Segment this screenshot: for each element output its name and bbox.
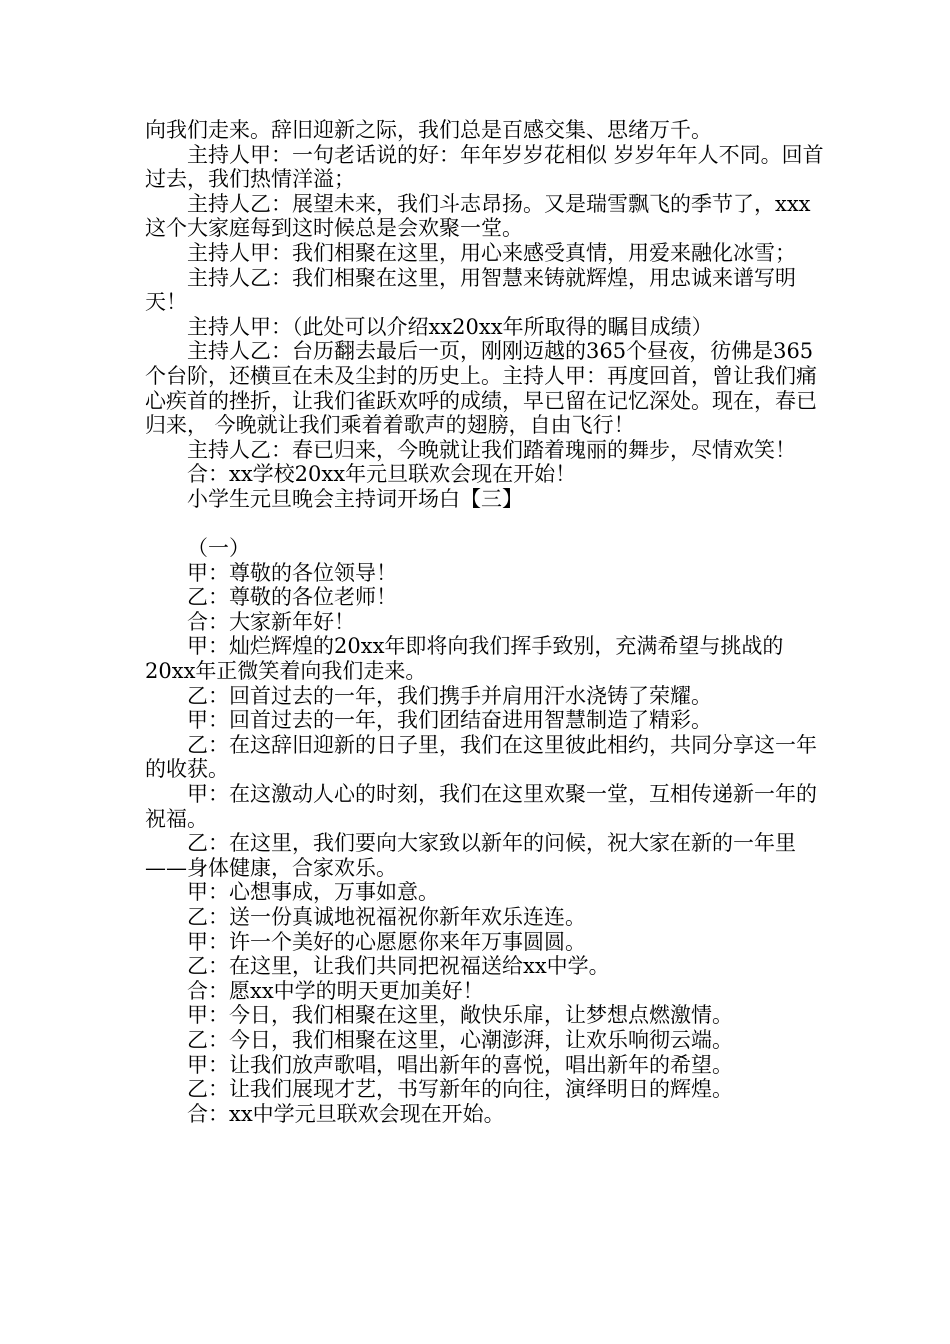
paragraph: 甲：许一个美好的心愿愿你来年万事圆圆。 xyxy=(187,929,586,954)
paragraph: 乙：在这里，让我们共同把祝福送给xx中学。 xyxy=(187,954,610,979)
paragraph: 甲：今日，我们相聚在这里，敞快乐扉，让梦想点燃激情。 xyxy=(187,1003,733,1028)
paragraph: 甲：回首过去的一年，我们团结奋进用智慧制造了精彩。 xyxy=(187,708,712,733)
paragraph: 乙：尊敬的各位老师！ xyxy=(187,585,397,610)
paragraph: 乙：回首过去的一年，我们携手并肩用汗水浇铸了荣耀。 xyxy=(187,683,712,708)
blank-line xyxy=(145,512,825,537)
paragraph: 主持人乙：我们相聚在这里，用智慧来铸就辉煌，用忠诚来谱写明天！ xyxy=(145,265,796,315)
paragraph: 甲：尊敬的各位领导！ xyxy=(187,560,397,585)
paragraph: 合：xx学校20xx年元旦联欢会现在开始！ xyxy=(187,462,577,487)
paragraph: （一） xyxy=(187,536,250,561)
paragraph: 甲：让我们放声歌唱，唱出新年的喜悦，唱出新年的希望。 xyxy=(187,1052,733,1077)
paragraph: 主持人乙：展望未来，我们斗志昂扬。又是瑞雪飘飞的季节了，xxx这个大家庭每到这时候总是会欢聚一堂。 xyxy=(145,191,811,241)
paragraph: 乙：在这里，我们要向大家致以新年的问候，祝大家在新的一年里——身体健康，合家欢乐。 xyxy=(145,831,796,880)
paragraph: 甲：心想事成，万事如意。 xyxy=(187,880,439,905)
paragraph: 主持人甲：（此处可以介绍xx20xx年所取得的瞩目成绩） xyxy=(187,314,713,339)
section-heading: 小学生元旦晚会主持词开场白【三】 xyxy=(187,486,523,511)
paragraph: 主持人甲：我们相聚在这里，用心来感受真情，用爱来融化冰雪； xyxy=(187,240,796,265)
paragraph: 甲：在这激动人心的时刻，我们在这里欢聚一堂，互相传递新一年的祝福。 xyxy=(145,782,817,831)
paragraph: 合：愿xx中学的明天更加美好！ xyxy=(187,978,484,1003)
paragraph: 乙：让我们展现才艺，书写新年的向往，演绎明日的辉煌。 xyxy=(187,1077,733,1102)
paragraph: 甲：灿烂辉煌的20xx年即将向我们挥手致别，充满希望与挑战的20xx年正微笑着向我们走来。 xyxy=(145,634,784,684)
paragraph: 合：xx中学元旦联欢会现在开始。 xyxy=(187,1101,505,1126)
paragraph: 主持人乙：台历翻去最后一页，刚刚迈越的365个昼夜，彷佛是365个台阶，还横亘在未及尘封的历史上。主持人甲：再度回首，曾让我们痛心疾首的挫折，让我们雀跃欢呼的成绩，早已留在记忆深处。现在，春已归来， 今晚就让我们乘着着歌声的翅膀，自由飞行！ xyxy=(145,339,817,438)
paragraph: 乙：送一份真诚地祝福祝你新年欢乐连连。 xyxy=(187,905,586,929)
paragraph: 向我们走来。辞旧迎新之际，我们总是百感交集、思绪万千。 xyxy=(145,118,712,142)
paragraph: 乙：在这辞旧迎新的日子里，我们在这里彼此相约，共同分享这一年的收获。 xyxy=(145,732,817,782)
document-body xyxy=(145,118,825,1126)
paragraph: 合：大家新年好！ xyxy=(187,609,355,634)
paragraph: 主持人乙：春已归来，今晚就让我们踏着瑰丽的舞步，尽情欢笑！ xyxy=(187,437,796,462)
paragraph: 乙：今日，我们相聚在这里，心潮澎湃，让欢乐响彻云端。 xyxy=(187,1027,733,1052)
paragraph: 主持人甲：一句老话说的好：年年岁岁花相似 岁岁年年人不同。回首过去，我们热情洋溢； xyxy=(145,142,824,192)
